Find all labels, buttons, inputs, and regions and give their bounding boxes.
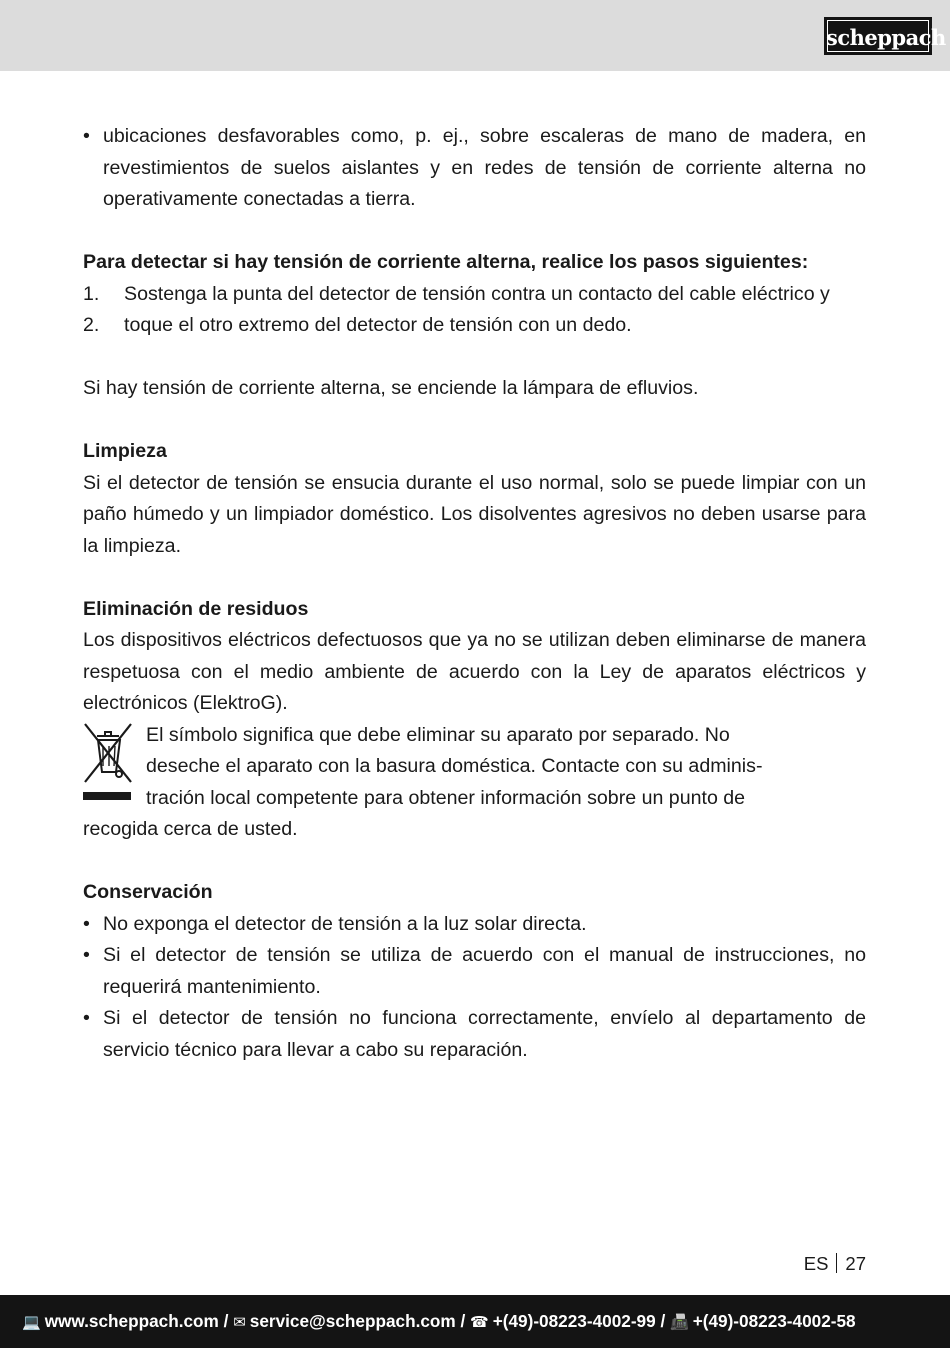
storage-bullet [83, 1003, 866, 1066]
symbol-line-1: El símbolo significa que debe eliminar su aparato por separado. No [146, 723, 730, 746]
footer-contacts [22, 1295, 856, 1349]
ac-result: Si hay tensión de corriente alterna, se enciende la lámpara de efluvios. [83, 377, 699, 399]
symbol-tail: recogida cerca de usted. [83, 818, 298, 840]
footer-web[interactable]: www.scheppach.com [44, 1311, 219, 1331]
fax-icon: 📠 [670, 1314, 689, 1331]
storage-bullet-3: Si el detector de tensión no funciona correctamente, envíelo al departamento de servicio técnico para llevar a cabo su reparación. [103, 1007, 866, 1061]
storage-bullet-1: No exponga el detector de tensión a la luz solar directa. [103, 912, 587, 935]
storage-bullet [83, 940, 866, 1003]
footer-email[interactable]: service@scheppach.com [249, 1311, 456, 1331]
cleaning-heading: Limpieza [83, 440, 167, 462]
symbol-line-3: tración local competente para obtener información sobre un punto de [146, 786, 746, 809]
ac-instruction: Para detectar si hay tensión de corriente alterna, realice los pasos siguientes: [83, 251, 809, 273]
footer-separator: / [460, 1311, 466, 1331]
step-2-marker: 2. [83, 314, 100, 336]
storage-bullet-2: Si el detector de tensión se utiliza de acuerdo con el manual de instrucciones, no requerirá mantenimiento. [103, 944, 866, 998]
step-1-text: Sostenga la punta del detector de tensión contra un contacto del cable eléctrico y [124, 282, 830, 305]
bullet-mark: • [83, 1007, 90, 1029]
step-2-text: toque el otro extremo del detector de tensión con un dedo. [124, 314, 632, 336]
intro-bullet [83, 121, 866, 216]
weee-bar [83, 792, 131, 800]
footer-phone: +(49)-08223-4002-99 [492, 1311, 656, 1331]
storage-heading: Conservación [83, 881, 213, 903]
page-number [804, 1252, 866, 1276]
intro-bullet-text: ubicaciones desfavorables como, p. ej., sobre escaleras de mano de madera, en revestimientos de suelos aislantes y en redes de tensión de corriente alterna no operativamente conectadas a tierra. [103, 125, 866, 210]
bullet-mark: • [83, 912, 90, 935]
footer-separator: / [223, 1311, 229, 1331]
step-2 [83, 310, 866, 342]
mail-icon: ✉ [233, 1314, 246, 1331]
footer-bar [0, 1295, 950, 1348]
crossed-out-wheelie-bin-icon [83, 722, 133, 784]
disposal-heading: Eliminación de residuos [83, 597, 309, 620]
page-num: 27 [845, 1253, 866, 1274]
header-band [0, 0, 950, 71]
weee-block [83, 720, 866, 846]
step-1-marker: 1. [83, 282, 100, 305]
computer-icon: 💻 [22, 1314, 41, 1331]
cleaning-text: Si el detector de tensión se ensucia durante el uso normal, solo se puede limpiar con un paño húmedo y un limpiador doméstico. Los disolventes agresivos no deben usarse para la limpieza. [83, 471, 866, 557]
bullet-mark: • [83, 944, 90, 966]
disposal-text: Los dispositivos eléctricos defectuosos que ya no se utilizan deben eliminarse de manera respetuosa con el medio ambiente de acuerdo con la Ley de aparatos eléctricos y electrónicos (ElektroG). [83, 629, 866, 714]
scheppach-logo: scheppach [824, 17, 932, 55]
phone-icon: ☎ [470, 1314, 489, 1331]
step-1 [83, 279, 866, 311]
page-content [83, 121, 866, 1066]
page-separator [836, 1253, 837, 1273]
storage-bullet [83, 909, 866, 941]
page-lang: ES [803, 1253, 829, 1274]
footer-fax: +(49)-08223-4002-58 [692, 1311, 856, 1331]
bullet-mark: • [83, 125, 90, 147]
footer-separator: / [660, 1311, 666, 1331]
symbol-line-2: deseche el aparato con la basura doméstica. Contacte con su adminis- [146, 755, 763, 777]
